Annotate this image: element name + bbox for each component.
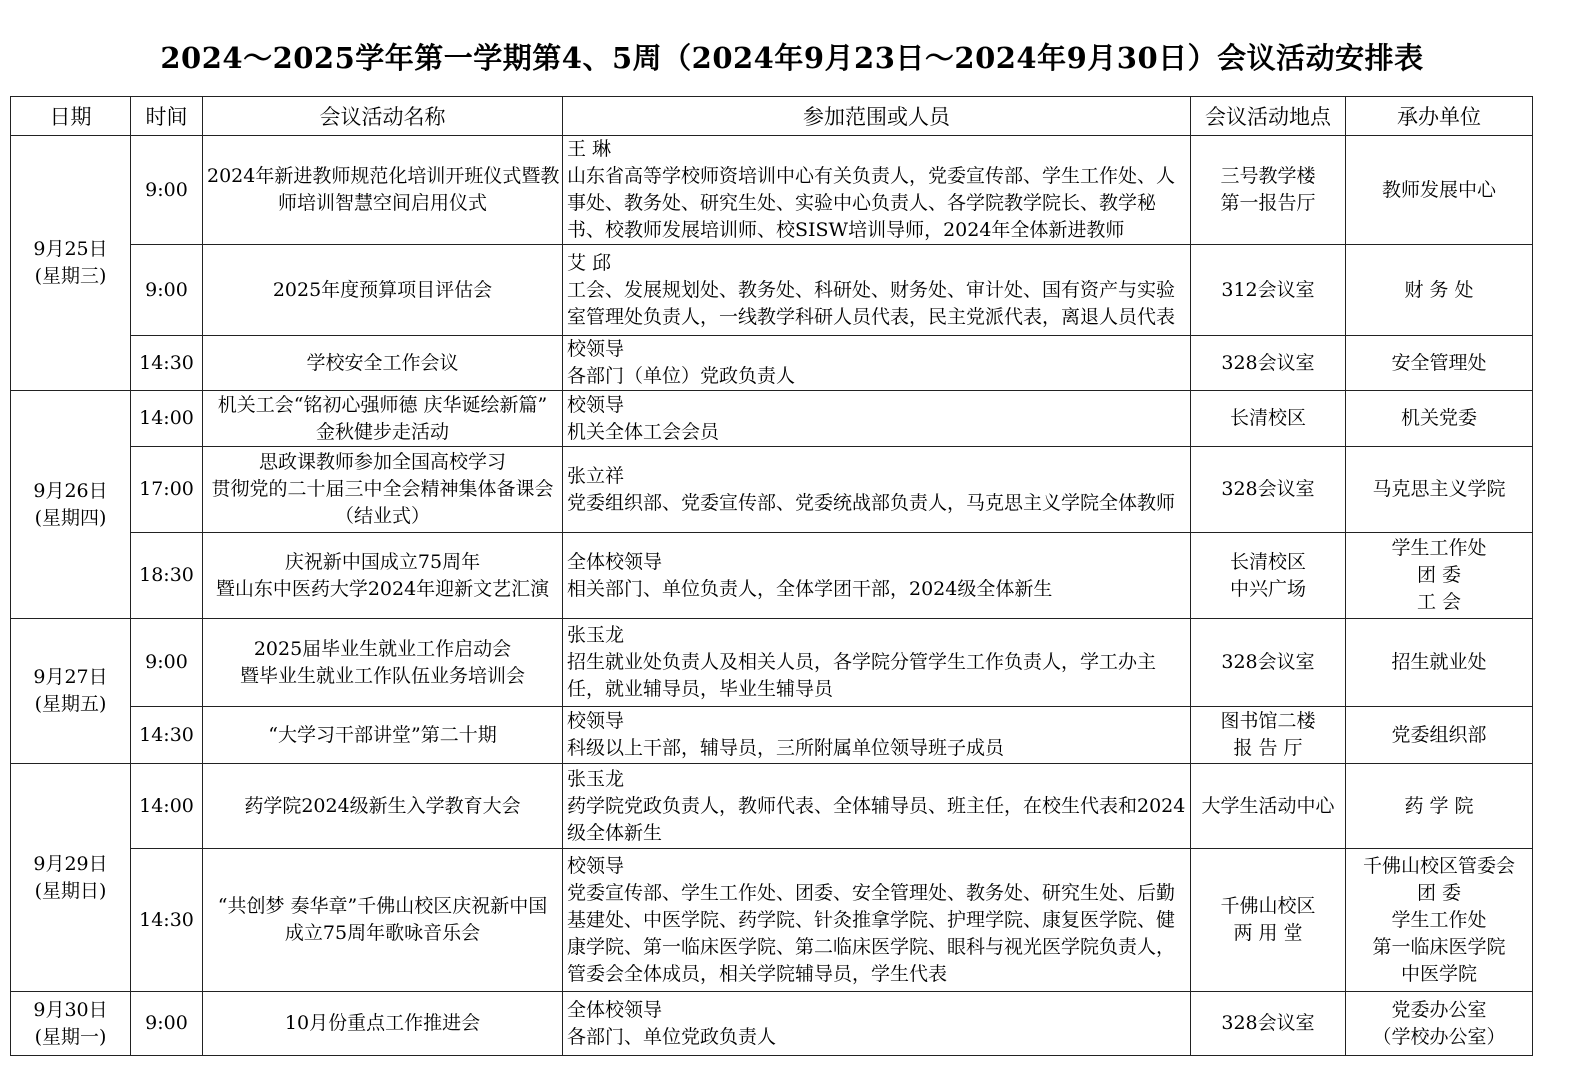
event-name-line: 暨山东中医药大学2024年迎新文艺汇演 bbox=[215, 577, 550, 600]
participants-lead: 校领导 bbox=[567, 393, 625, 416]
event-name-line: 机关工会“铭初心强师德 庆华诞绘新篇” bbox=[217, 393, 548, 416]
date-text: 9月29日 bbox=[33, 852, 108, 875]
table-row bbox=[11, 447, 1533, 533]
event-name-line: 暨毕业生就业工作队伍业务培训会 bbox=[239, 664, 525, 687]
col-header-date: 日期 bbox=[11, 97, 131, 136]
event-name-cell bbox=[203, 447, 563, 533]
date-cell bbox=[11, 391, 131, 619]
participants-text: 机关全体工会会员 bbox=[567, 420, 720, 443]
event-name-line: 思政课教师参加全国高校学习 bbox=[258, 451, 506, 473]
participants-lead: 张立祥 bbox=[567, 464, 625, 487]
event-name-line: “共创梦 奏华章”千佛山校区庆祝新中国 bbox=[217, 895, 548, 917]
location-line: 两 用 堂 bbox=[1233, 922, 1303, 944]
time-cell: 9:00 bbox=[131, 619, 203, 707]
participants-lead: 校领导 bbox=[567, 854, 625, 877]
date-cell bbox=[11, 992, 131, 1056]
time-cell: 14:30 bbox=[131, 336, 203, 391]
location-line: 中兴广场 bbox=[1229, 577, 1306, 600]
participants-cell bbox=[563, 447, 1191, 533]
participants-cell bbox=[563, 391, 1191, 447]
organizer-line: 团 委 bbox=[1416, 881, 1462, 904]
page-title: 2024～2025学年第一学期第4、5周（2024年9月23日～2024年9月30日）会议活动安排表 bbox=[160, 41, 1424, 75]
col-header-time: 时间 bbox=[131, 97, 203, 136]
event-name-cell bbox=[203, 336, 563, 391]
table-row bbox=[11, 849, 1533, 992]
location-cell bbox=[1191, 336, 1346, 391]
table-row bbox=[11, 533, 1533, 619]
participants-text: 药学院党政负责人，教师代表、全体辅导员、班主任，在校生代表和2024级全体新生 bbox=[567, 794, 1186, 844]
col-header-location: 会议活动地点 bbox=[1191, 97, 1346, 136]
event-name-line: 成立75周年歌咏音乐会 bbox=[284, 922, 481, 944]
date-text: 9月26日 bbox=[33, 479, 108, 502]
participants-lead: 校领导 bbox=[567, 710, 625, 732]
participants-lead: 艾 邱 bbox=[567, 251, 612, 274]
weekday-text: (星期一) bbox=[34, 1025, 107, 1048]
participants-lead: 全体校领导 bbox=[567, 550, 663, 573]
participants-text: 相关部门、单位负责人，全体学团干部，2024级全体新生 bbox=[567, 577, 1053, 600]
participants-lead: 张玉龙 bbox=[567, 624, 625, 646]
participants-cell bbox=[563, 849, 1191, 992]
location-cell bbox=[1191, 992, 1346, 1056]
location-line: 图书馆二楼 bbox=[1220, 710, 1316, 732]
event-name-line: 2025年度预算项目评估会 bbox=[272, 278, 493, 301]
location-cell bbox=[1191, 136, 1346, 245]
event-name-cell bbox=[203, 533, 563, 619]
event-name-cell bbox=[203, 849, 563, 992]
event-name-cell bbox=[203, 764, 563, 849]
table-row bbox=[11, 707, 1533, 764]
event-name-line: 学校安全工作会议 bbox=[306, 351, 459, 374]
event-name-cell bbox=[203, 136, 563, 245]
event-name-line: 药学院2024级新生入学教育大会 bbox=[244, 794, 521, 817]
location-cell bbox=[1191, 764, 1346, 849]
weekday-text: (星期三) bbox=[34, 265, 107, 287]
location-line: 长清校区 bbox=[1229, 550, 1306, 573]
location-line: 千佛山校区 bbox=[1220, 895, 1316, 917]
participants-cell bbox=[563, 764, 1191, 849]
col-header-organizer: 承办单位 bbox=[1346, 97, 1533, 136]
participants-cell bbox=[563, 619, 1191, 707]
location-cell bbox=[1191, 619, 1346, 707]
participants-text: 工会、发展规划处、教务处、科研处、财务处、审计处、国有资产与实验室管理处负责人，一线教学科研人员代表，民主党派代表，离退人员代表 bbox=[567, 278, 1176, 328]
location-line: 大学生活动中心 bbox=[1201, 794, 1335, 817]
participants-text: 党委宣传部、学生工作处、团委、安全管理处、教务处、研究生处、后勤基建处、中医学院、药学院、针灸推拿学院、护理学院、康复医学院、健康学院、第一临床医学院、第二临床医学院、眼科与视光医学院负责人，管委会全体成员，相关学院辅导员，学生代表 bbox=[567, 881, 1176, 985]
time-cell: 14:30 bbox=[131, 707, 203, 764]
date-text: 9月25日 bbox=[33, 238, 108, 260]
organizer-line: 学生工作处 bbox=[1391, 537, 1487, 559]
participants-text: 各部门、单位党政负责人 bbox=[567, 1025, 777, 1048]
participants-cell bbox=[563, 136, 1191, 245]
table-row bbox=[11, 245, 1533, 336]
organizer-cell bbox=[1346, 245, 1533, 336]
time-cell: 9:00 bbox=[131, 245, 203, 336]
organizer-cell bbox=[1346, 447, 1533, 533]
table-row bbox=[11, 391, 1533, 447]
event-name-line: （结业式） bbox=[334, 505, 430, 527]
event-name-cell bbox=[203, 992, 563, 1056]
time-cell: 9:00 bbox=[131, 136, 203, 245]
time-cell: 14:00 bbox=[131, 764, 203, 849]
time-cell: 17:00 bbox=[131, 447, 203, 533]
table-row bbox=[11, 336, 1533, 391]
time-cell: 14:00 bbox=[131, 391, 203, 447]
organizer-line: 机关党委 bbox=[1400, 407, 1477, 429]
event-name-line: 2024年新进教师规范化培训开班仪式暨教 bbox=[207, 165, 560, 187]
organizer-line: 工 会 bbox=[1416, 591, 1462, 613]
organizer-cell bbox=[1346, 136, 1533, 245]
participants-lead: 王 琳 bbox=[567, 138, 612, 160]
organizer-cell bbox=[1346, 533, 1533, 619]
organizer-line: 党委组织部 bbox=[1391, 723, 1487, 746]
organizer-cell bbox=[1346, 336, 1533, 391]
participants-lead: 全体校领导 bbox=[567, 998, 663, 1021]
participants-text: 各部门（单位）党政负责人 bbox=[567, 365, 796, 387]
date-cell bbox=[11, 619, 131, 764]
event-name-line: “大学习干部讲堂”第二十期 bbox=[268, 723, 497, 746]
participants-cell bbox=[563, 245, 1191, 336]
location-line: 328会议室 bbox=[1221, 478, 1315, 500]
table-row bbox=[11, 619, 1533, 707]
organizer-line: 中医学院 bbox=[1400, 962, 1477, 985]
participants-text: 党委组织部、党委宣传部、党委统战部负责人，马克思主义学院全体教师 bbox=[567, 491, 1176, 514]
event-name-line: 贯彻党的二十届三中全会精神集体备课会 bbox=[211, 478, 554, 500]
participants-lead: 张玉龙 bbox=[567, 767, 625, 790]
time-cell: 14:30 bbox=[131, 849, 203, 992]
location-line: 328会议室 bbox=[1221, 351, 1315, 374]
schedule-table bbox=[10, 96, 1533, 1056]
event-name-line: 金秋健步走活动 bbox=[315, 420, 449, 443]
location-cell bbox=[1191, 533, 1346, 619]
weekday-text: (星期四) bbox=[34, 506, 107, 529]
event-name-cell bbox=[203, 391, 563, 447]
organizer-line: 安全管理处 bbox=[1391, 351, 1487, 374]
time-cell: 9:00 bbox=[131, 992, 203, 1056]
time-cell: 18:30 bbox=[131, 533, 203, 619]
organizer-line: 学生工作处 bbox=[1391, 908, 1487, 931]
location-cell bbox=[1191, 849, 1346, 992]
participants-cell bbox=[563, 992, 1191, 1056]
date-text: 9月27日 bbox=[33, 666, 108, 688]
organizer-cell bbox=[1346, 764, 1533, 849]
organizer-cell bbox=[1346, 707, 1533, 764]
organizer-cell bbox=[1346, 849, 1533, 992]
date-cell bbox=[11, 136, 131, 391]
location-cell bbox=[1191, 707, 1346, 764]
organizer-line: 党委办公室 bbox=[1391, 998, 1487, 1021]
location-line: 328会议室 bbox=[1221, 1012, 1315, 1034]
table-row bbox=[11, 136, 1533, 245]
organizer-line: 药 学 院 bbox=[1404, 794, 1474, 817]
location-line: 长清校区 bbox=[1229, 407, 1306, 429]
location-line: 报 告 厅 bbox=[1233, 737, 1303, 759]
organizer-line: 马克思主义学院 bbox=[1372, 478, 1506, 500]
date-text: 9月30日 bbox=[33, 998, 108, 1021]
event-name-line: 师培训智慧空间启用仪式 bbox=[277, 192, 487, 214]
location-line: 第一报告厅 bbox=[1220, 192, 1316, 214]
table-row bbox=[11, 992, 1533, 1056]
event-name-cell bbox=[203, 245, 563, 336]
event-name-line: 10月份重点工作推进会 bbox=[284, 1012, 481, 1034]
participants-cell bbox=[563, 336, 1191, 391]
location-cell bbox=[1191, 447, 1346, 533]
organizer-cell bbox=[1346, 391, 1533, 447]
organizer-cell bbox=[1346, 992, 1533, 1056]
organizer-line: 千佛山校区管委会 bbox=[1362, 854, 1515, 877]
participants-text: 招生就业处负责人及相关人员，各学院分管学生工作负责人，学工办主任，就业辅导员，毕业生辅导员 bbox=[567, 651, 1157, 700]
participants-cell bbox=[563, 533, 1191, 619]
organizer-line: 招生就业处 bbox=[1391, 651, 1487, 673]
organizer-line: 第一临床医学院 bbox=[1372, 935, 1506, 958]
organizer-cell bbox=[1346, 619, 1533, 707]
organizer-line: 团 委 bbox=[1416, 564, 1462, 586]
participants-lead: 校领导 bbox=[567, 338, 625, 360]
location-cell bbox=[1191, 391, 1346, 447]
organizer-line: 财 务 处 bbox=[1404, 278, 1474, 301]
location-line: 312会议室 bbox=[1221, 278, 1315, 301]
event-name-line: 庆祝新中国成立75周年 bbox=[284, 550, 481, 573]
event-name-line: 2025届毕业生就业工作启动会 bbox=[253, 637, 512, 660]
location-line: 三号教学楼 bbox=[1220, 165, 1316, 187]
col-header-name: 会议活动名称 bbox=[203, 97, 563, 136]
location-cell bbox=[1191, 245, 1346, 336]
organizer-line: 教师发展中心 bbox=[1381, 178, 1496, 201]
table-row bbox=[11, 764, 1533, 849]
col-header-participants: 参加范围或人员 bbox=[563, 97, 1191, 136]
weekday-text: (星期日) bbox=[34, 879, 107, 902]
date-cell bbox=[11, 764, 131, 992]
event-name-cell bbox=[203, 619, 563, 707]
event-name-cell bbox=[203, 707, 563, 764]
participants-text: 科级以上干部，辅导员，三所附属单位领导班子成员 bbox=[567, 737, 1005, 759]
location-line: 328会议室 bbox=[1221, 651, 1315, 673]
organizer-line: （学校办公室） bbox=[1372, 1025, 1506, 1048]
header-row bbox=[11, 97, 1533, 136]
participants-cell bbox=[563, 707, 1191, 764]
weekday-text: (星期五) bbox=[34, 693, 107, 715]
participants-text: 山东省高等学校师资培训中心有关负责人，党委宣传部、学生工作处、人事处、教务处、研究生处、实验中心负责人、各学院教学院长、教学秘书、校教师发展培训师、校SISW培训导师，2024年全体新进教师 bbox=[567, 165, 1176, 241]
